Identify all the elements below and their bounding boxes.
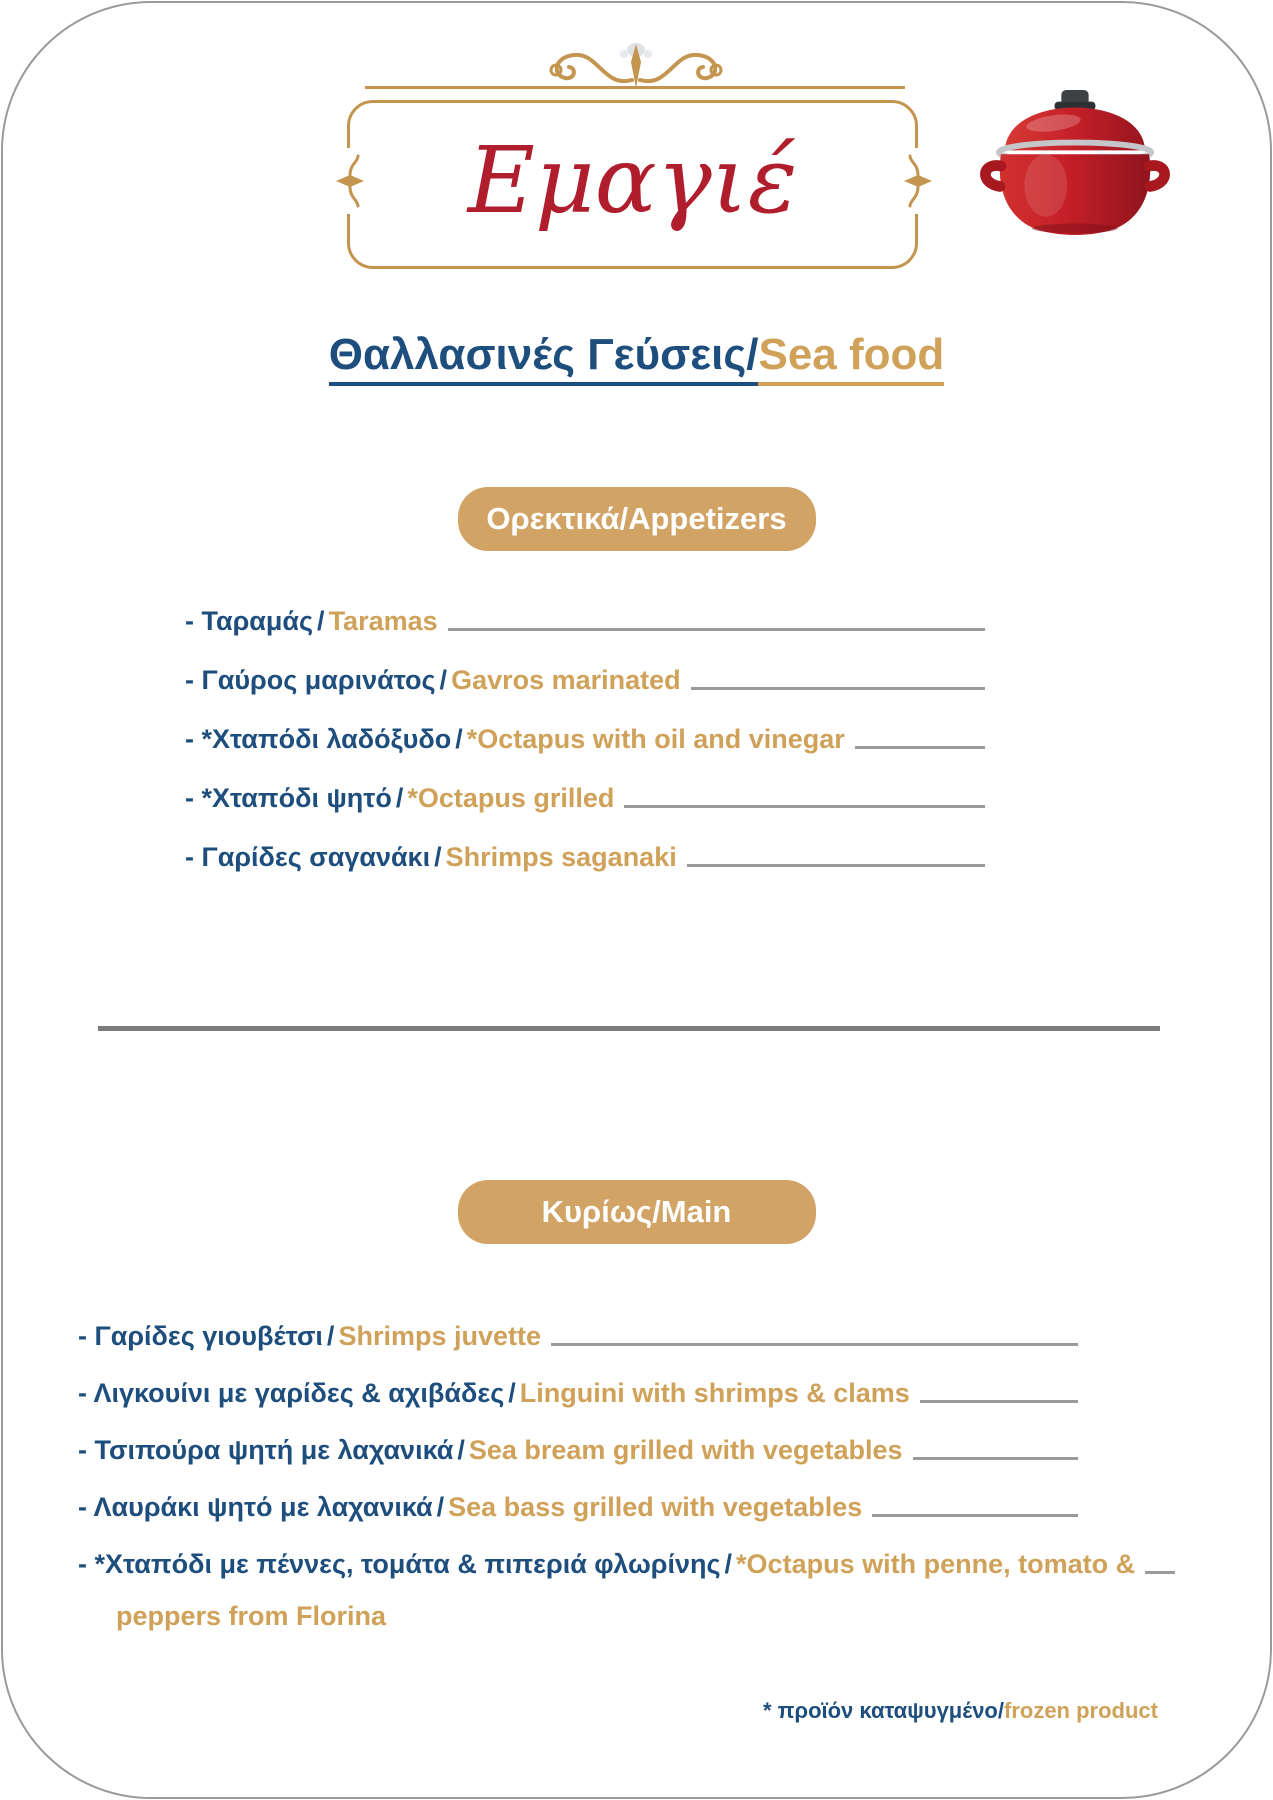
section-header-main: Κυρίως/Main <box>458 1180 816 1244</box>
write-in-line <box>691 687 985 690</box>
brand-frame <box>347 100 918 269</box>
scroll-flourish-ornament-icon <box>486 38 786 98</box>
write-in-line <box>687 864 985 867</box>
menu-item: - Λαυράκι ψητό με λαχανικά / Sea bass grilled with vegetables <box>78 1487 1078 1521</box>
menu-item: - Γαρίδες σαγανάκι / Shrimps saganaki <box>185 837 985 871</box>
page-title-separator: / <box>746 330 759 379</box>
write-in-line <box>1145 1571 1175 1574</box>
write-in-line <box>624 805 985 808</box>
page-title-english: Sea food <box>758 330 944 386</box>
menu-item: - Λιγκουίνι με γαρίδες & αχιβάδες / Linguini with shrimps & clams <box>78 1373 1078 1407</box>
menu-item: - Γαρίδες γιουβέτσι / Shrimps juvette <box>78 1316 1078 1350</box>
red-pot-image <box>976 88 1174 244</box>
frame-left-diamond-ornament-icon <box>330 148 370 214</box>
main-dishes-list <box>78 1316 1136 1632</box>
appetizers-list <box>185 601 985 896</box>
menu-item: - *Χταπόδι ψητό / *Octapus grilled <box>185 778 985 812</box>
section-divider <box>98 1026 1160 1031</box>
menu-item: - *Χταπόδι λαδόξυδο / *Octapus with oil and vinegar <box>185 719 985 753</box>
write-in-line <box>872 1514 1078 1517</box>
menu-item-continuation: peppers from Florina <box>116 1601 387 1631</box>
menu-item: - *Χταπόδι με πέννες, τομάτα & πιπεριά φλωρίνης / *Octapus with penne, tomato & <box>78 1544 1078 1578</box>
write-in-line <box>448 628 985 631</box>
menu-item: - Ταραμάς / Taramas <box>185 601 985 635</box>
menu-item: - Γαύρος μαρινάτος / Gavros marinated <box>185 660 985 694</box>
page-title-greek: Θαλλασινές Γεύσεις <box>328 330 747 379</box>
brand-name: Εμαγιέ <box>467 126 798 234</box>
write-in-line <box>920 1400 1078 1403</box>
write-in-line <box>855 746 985 749</box>
frame-right-diamond-ornament-icon <box>898 148 938 214</box>
write-in-line <box>551 1343 1078 1346</box>
frozen-product-footnote: * προϊόν καταψυγμένο/frozen product <box>762 1698 1158 1723</box>
write-in-line <box>913 1457 1078 1460</box>
menu-item: - Τσιπούρα ψητή με λαχανικά / Sea bream grilled with vegetables <box>78 1430 1078 1464</box>
page-title <box>0 330 1273 381</box>
section-header-appetizers: Ορεκτικά/Appetizers <box>458 487 816 551</box>
